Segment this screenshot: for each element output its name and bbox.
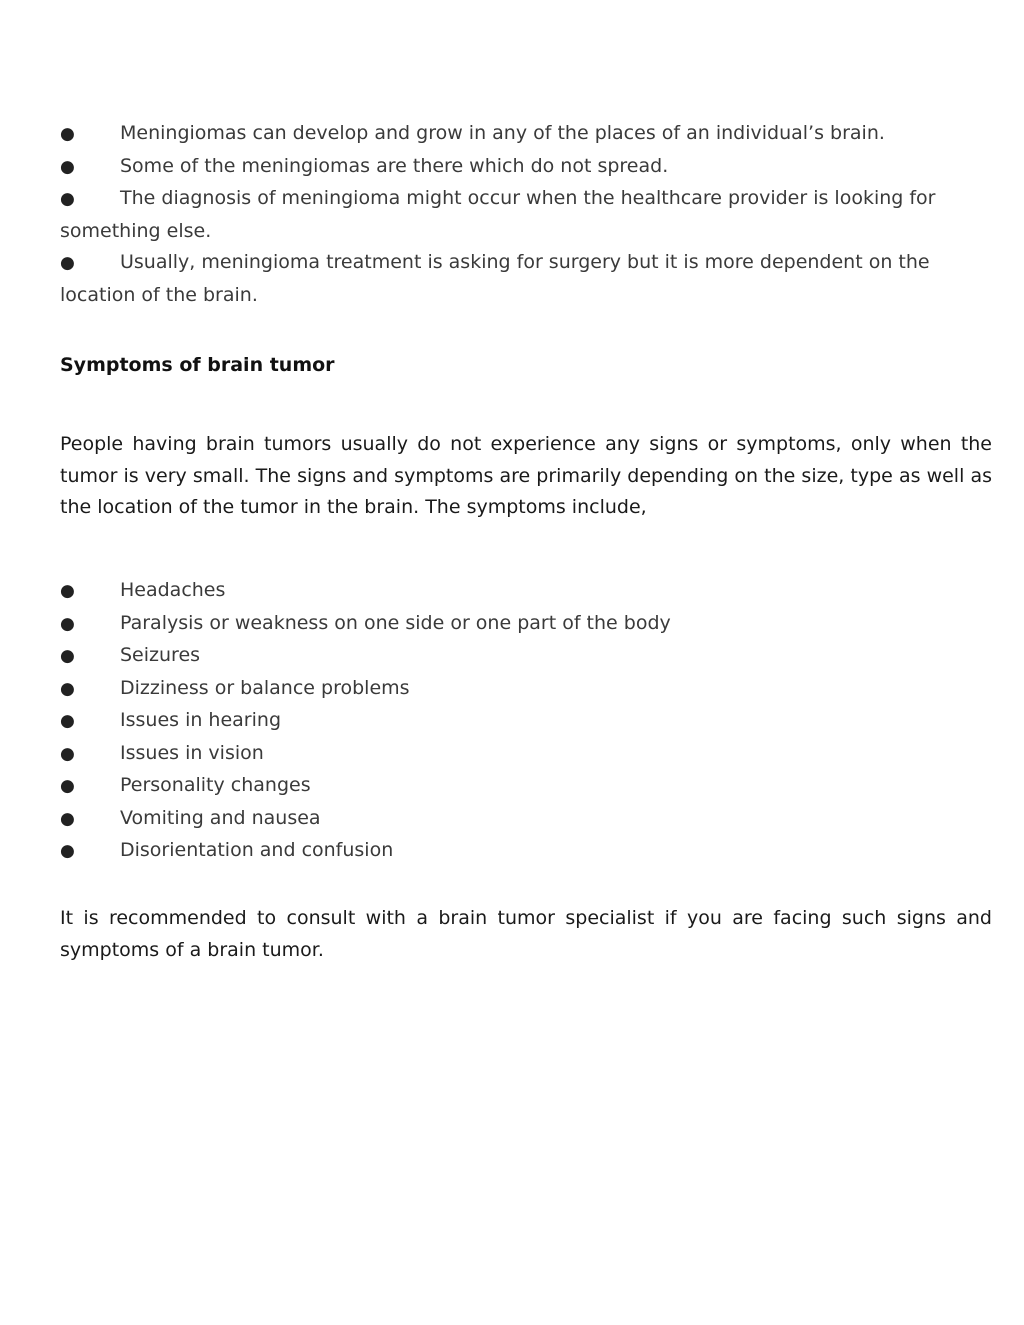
bullet-icon: ● [60, 678, 75, 699]
list-item-text: Dizziness or balance problems [120, 676, 410, 699]
list-item-text: Disorientation and confusion [120, 839, 394, 861]
list-item-text: Issues in vision [120, 741, 264, 764]
bullet-icon: ● [60, 743, 75, 764]
list-item [60, 673, 992, 706]
list-item-text: Issues in hearing [120, 709, 281, 731]
bullet-icon: ● [60, 808, 75, 829]
list-item-text: Personality changes [120, 774, 311, 796]
list-item [60, 803, 992, 836]
list-item [60, 640, 992, 673]
closing-paragraph: It is recommended to consult with a brain tumor specialist if you are facing such signs and symptoms of a brain tumor. [60, 907, 992, 961]
bullet-icon: ● [60, 156, 75, 177]
bullet-icon: ● [60, 189, 75, 209]
list-item [60, 575, 992, 608]
bullet-icon: ● [60, 776, 75, 796]
list-item-text: Usually, meningioma treatment is asking for surgery but it is more dependent on the location of the brain. [60, 251, 930, 306]
list-item-text: Vomiting and nausea [120, 806, 321, 829]
list-item [60, 151, 992, 184]
symptoms-list [60, 575, 992, 868]
meningioma-bullet-list [60, 118, 992, 311]
list-item [60, 183, 992, 247]
bullet-icon: ● [60, 841, 75, 861]
list-item [60, 738, 992, 771]
section-heading: Symptoms of brain tumor [60, 354, 335, 376]
bullet-icon: ● [60, 711, 75, 731]
list-item [60, 247, 992, 311]
list-item [60, 835, 992, 868]
bullet-icon: ● [60, 581, 75, 601]
list-item [60, 705, 992, 738]
bullet-icon: ● [60, 124, 75, 144]
list-item [60, 608, 992, 641]
bullet-icon: ● [60, 253, 75, 273]
list-item-text: Headaches [120, 579, 226, 601]
bullet-icon: ● [60, 613, 75, 634]
list-item-text: Some of the meningiomas are there which do not spread. [120, 154, 669, 177]
list-item-text: The diagnosis of meningioma might occur when the healthcare provider is looking for something else. [60, 187, 936, 242]
list-item-text: Paralysis or weakness on one side or one part of the body [120, 611, 671, 634]
list-item [60, 118, 992, 151]
list-item-text: Meningiomas can develop and grow in any of the places of an individual’s brain. [120, 122, 885, 144]
bullet-icon: ● [60, 646, 75, 666]
list-item-text: Seizures [120, 644, 201, 666]
symptoms-intro-paragraph: People having brain tumors usually do not experience any signs or symptoms, only when the tumor is very small. The signs and symptoms are primarily depending on the size, type as well as the location of the tumor in the brain. The symptoms include, [60, 433, 992, 518]
list-item [60, 770, 992, 803]
